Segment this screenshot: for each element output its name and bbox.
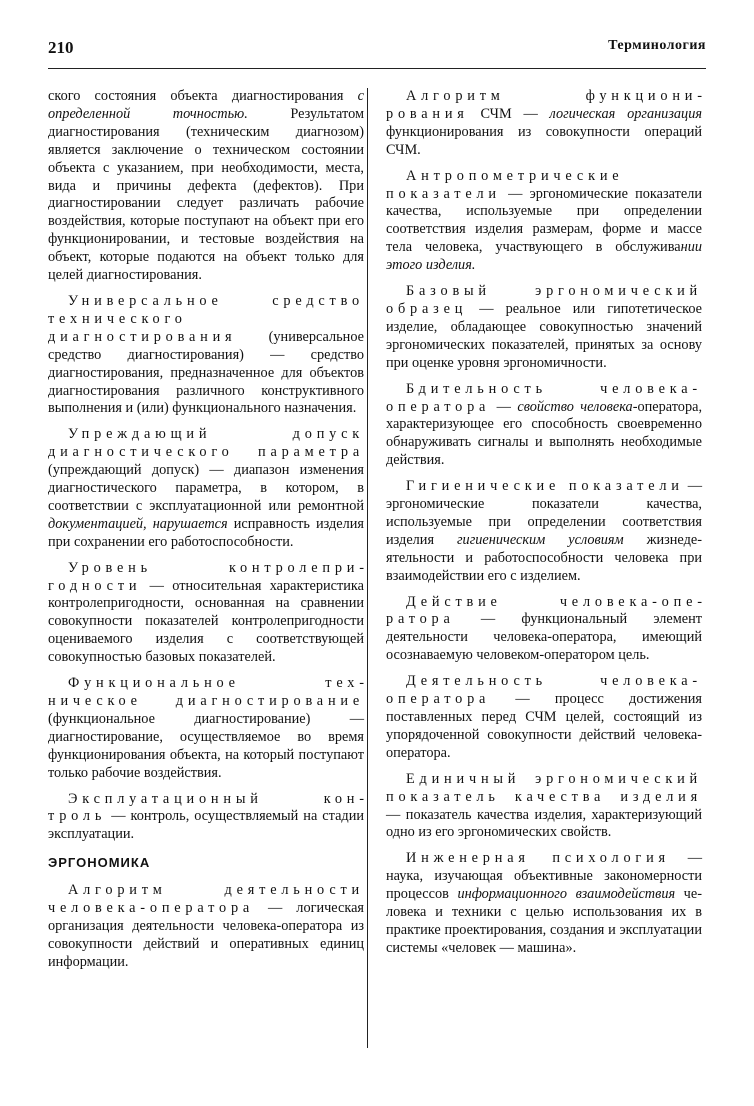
glossary-entry: [386, 673, 702, 763]
entry-definition: — относительная характеристика контролепригодности, основанная на сравнении совокупности показателей контролепригодности оцениваемого изделия с соответствующей совокупностью базовых показателей.: [48, 577, 364, 666]
entry-term: Гигиенические показатели: [406, 478, 684, 495]
entry-definition: — контроль, осуществляемый на стадии эксплуатации.: [48, 808, 364, 843]
entry-term: Действие человека-оператора: [386, 593, 702, 628]
glossary-entry: [48, 882, 364, 972]
column-divider: [367, 88, 368, 1048]
entry-term: Алгоритм деятельности человека-оператора: [48, 882, 364, 917]
entry-term: Уровень контролепригодности: [48, 559, 364, 594]
glossary-entry: Антропометрические показатели — эргономические показатели качества, используемые при определении соответствия изделия размерам, форме и массе тела человека, участвующего в обслуживании этого изделия.: [386, 167, 702, 274]
entry-term: Антропометрические показатели: [386, 167, 624, 202]
entry-definition: (универсальное средство диагностирования) — средство диагностирования, предназначенное для объектов диагностирования различного конструктивного выполнения и (или) функционального назначения.: [48, 328, 364, 417]
glossary-entry: [386, 594, 702, 666]
entry-term: Алгоритм функционирования: [386, 88, 702, 122]
entry-term: Упреждающий допуск диагностического параметра: [48, 426, 364, 461]
glossary-entry: [386, 283, 702, 373]
entry-definition: — процесс достижения поставленных перед СЧМ целей, состоящий из упорядоченной совокупности действий человека-оператора.: [386, 691, 702, 761]
page-header: [48, 38, 706, 64]
entry-definition: — реальное или гипотетическое изделие, обладающее совокупностью значений эргономических показателей, принятых за основу при оценке уровня эргономичности.: [386, 300, 702, 371]
glossary-entry: [386, 771, 702, 843]
glossary-entry: Бдительность человека-оператора — свойство человека-оператора, характеризующее его способность своевременно обнаруживать сигналы и выполнять необходимые действия.: [386, 380, 703, 469]
entry-term: Бдительность человека-оператора: [386, 380, 702, 415]
running-head: Терминология: [608, 38, 706, 53]
entry-term: Единичный эргономический показатель качества изделия: [386, 770, 702, 805]
entry-term: Функциональное техническое диагностирование: [48, 675, 364, 709]
entry-term: Эксплуатационный контроль: [48, 790, 364, 825]
glossary-entry: [48, 293, 364, 418]
entry-term: Инженерная психология: [406, 850, 670, 867]
right-column: [386, 88, 702, 966]
section-heading: ЭРГОНОМИКА: [48, 855, 151, 871]
entry-definition: — логическая организация деятельности человека-оператора из совокупности действий и оперативных единиц информации.: [48, 900, 364, 970]
glossary-entry: [48, 791, 364, 845]
left-column: [48, 88, 364, 980]
entry-term: Универсальное средство технического диагностирования: [48, 292, 364, 345]
entry-term: Базовый эргономический образец: [386, 283, 702, 317]
entry-definition: — функциональный элемент деятельности человека-оператора, имеющий осознаваемую человеком-оператором цель.: [386, 611, 702, 664]
glossary-entry: Алгоритм функционирования СЧМ — логическая организация функционирования из совокупности операций СЧМ.: [386, 88, 703, 158]
entry-term: Деятельность человека-оператора: [386, 673, 702, 708]
entry-continuation: ского состояния объекта диагностирования с определенной точностью. Результатом диагностирования (техническим диагнозом) является заключение о техническом состоянии объекта с указанием, при необходимости, места, вида и причины дефекта (дефектов). При диагностировании следует различать рабочие воздействия, которые поступают на объект при его функционировании, и тестовые воздействия на объект, которые подаются на объект только для целей диагностирования.: [48, 88, 364, 284]
glossary-entry: [48, 675, 364, 782]
page-number: 210: [48, 38, 74, 57]
entry-definition: — показатель качества изделия, характеризующий одно из его эргономических свойств.: [386, 806, 702, 841]
entry-definition: (функциональное диагностирование) — диагностирование, осуществляемое во время функционирования объекта, на который поступают только рабочие воздействия.: [48, 710, 364, 781]
glossary-entry: [48, 560, 364, 667]
glossary-entry: Инженерная психология — наука, изучающая объективные закономерности процессов информационного взаимодействия человека и техники с целью использования их в практике проектирования, создания и эксплуатации системы «человек — машина».: [386, 850, 702, 956]
header-rule: [48, 68, 706, 69]
glossary-entry: Гигиенические показатели — эргономические показатели качества, используемые при определении соответствия изделия гигиеническим условиям жизнедеятельности и работоспособности человека при взаимодействии его с изделием.: [386, 478, 702, 584]
glossary-entry: Упреждающий допуск диагностического параметра (упреждающий допуск) — диапазон изменения диагностического параметра, в котором, в соответствии с эксплуатационной или ремонтной документацией, нарушается исправность изделия при сохранении его работоспособности.: [48, 426, 364, 550]
